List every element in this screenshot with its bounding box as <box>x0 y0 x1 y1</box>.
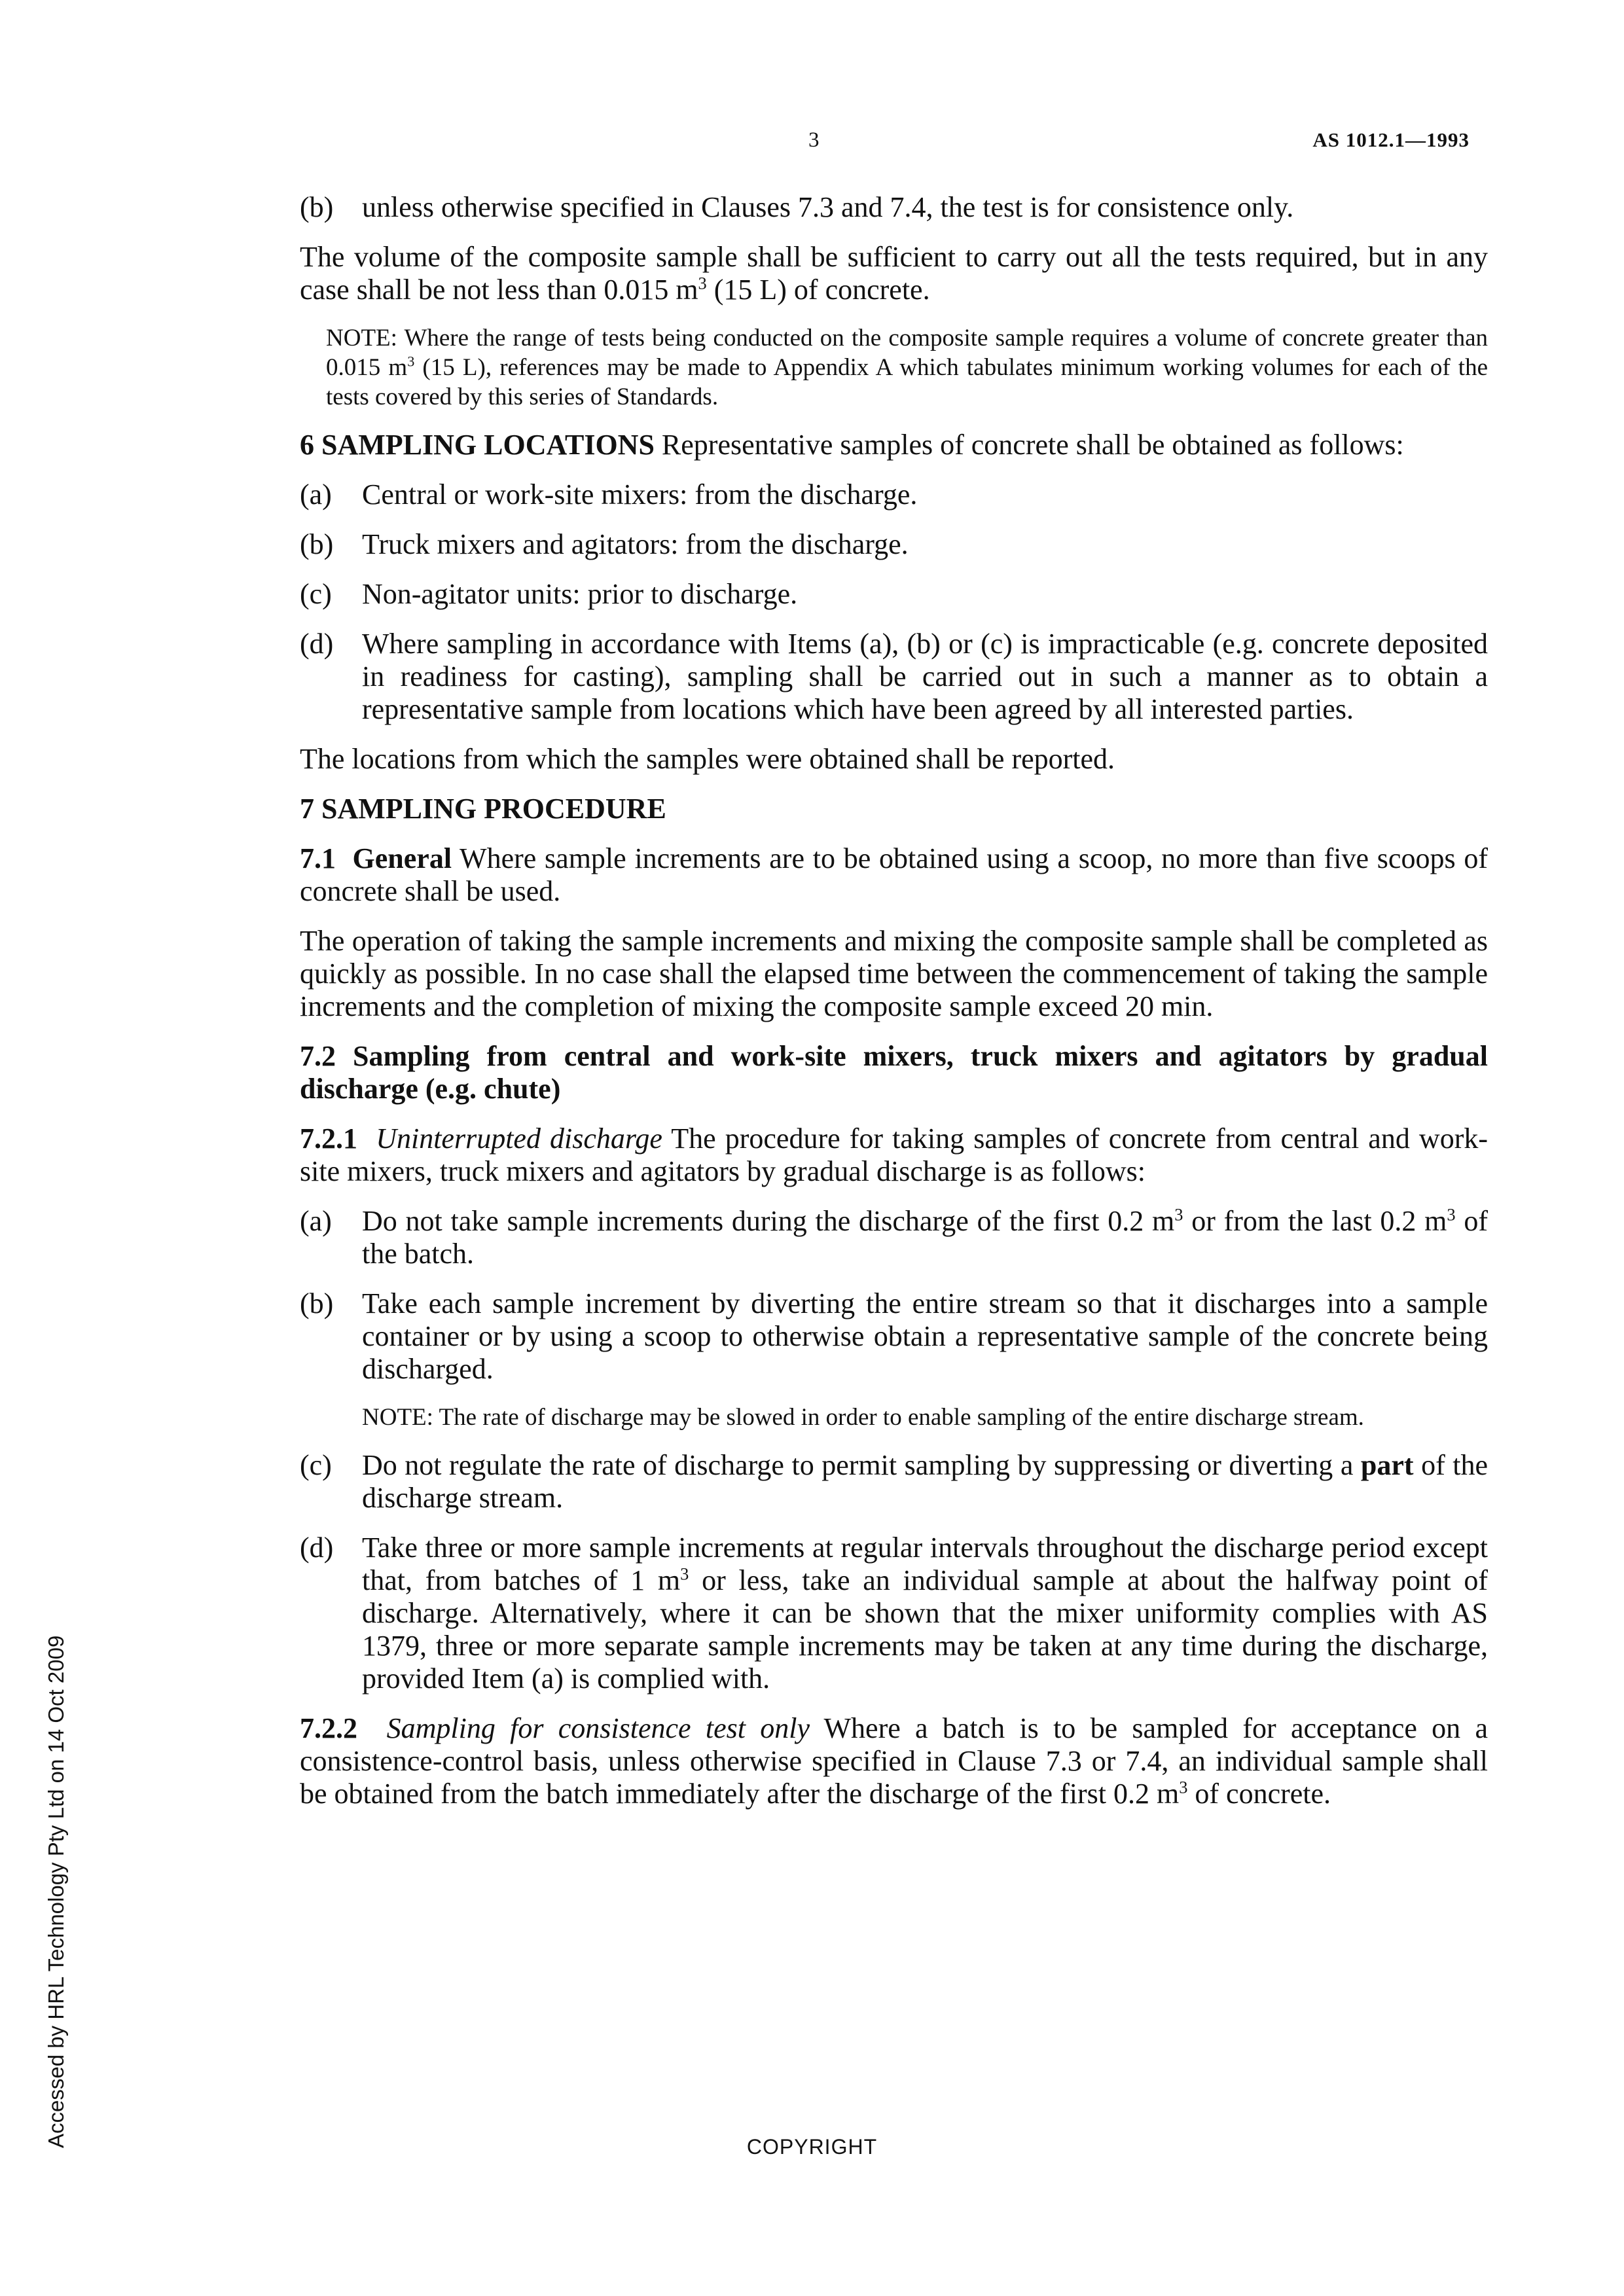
section-heading: 7 SAMPLING PROCEDURE <box>300 793 666 825</box>
page-number: 3 <box>808 128 820 152</box>
list-item: (b) Take each sample increment by diverting the entire stream so that it discharges into a sample container or by using a scoop to otherwise obtain a representative sample of the concrete being discharged. <box>300 1287 1488 1385</box>
paragraph-report: The locations from which the samples were obtained shall be reported. <box>300 743 1115 775</box>
clause-heading: 7.2 Sampling from central and work-site mixers, truck mixers and agitators by gradual discharge (e.g. chute) <box>300 1040 1488 1105</box>
standard-id: AS 1012.1—1993 <box>1312 128 1470 151</box>
clause-7-2-1: 7.2.1 Uninterrupted discharge The procedure for taking samples of concrete from central and work-site mixers, truck mixers and agitators by gradual discharge is as follows: <box>300 1122 1489 1187</box>
section-heading: 6 SAMPLING LOCATIONS <box>300 429 655 461</box>
list-item: (a) Central or work-site mixers: from the discharge. <box>300 478 918 511</box>
item-label: (b) <box>300 191 334 223</box>
note: NOTE: The rate of discharge may be slowed in order to enable sampling of the entire discharge stream. <box>362 1404 1364 1431</box>
item-text: unless otherwise specified in Clauses 7.3 and 7.4, the test is for consistence only. <box>362 191 1294 223</box>
paragraph-volume: The volume of the composite sample shall be sufficient to carry out all the tests required, but in any case shall be not less than 0.015 $m^3$ (15 L) of concrete. <box>300 241 1488 306</box>
section-6: 6 SAMPLING LOCATIONS Representative samples of concrete shall be obtained as follows: <box>300 429 1404 461</box>
list-item: (a) Do not take sample increments during the discharge of the first 0.2 $m^3$ or from the last 0.2 $m^3$ of the batch. <box>300 1204 1488 1270</box>
list-item: (b) Truck mixers and agitators: from the discharge. <box>300 528 909 560</box>
list-item: (c) Non-agitator units: prior to discharge. <box>300 578 798 610</box>
paragraph: The operation of taking the sample increments and mixing the composite sample shall be completed as quickly as possible. In no case shall the elapsed time between the commencement of taking the sample increments and the completion of mixing the composite sample exceed 20 min. <box>300 925 1488 1022</box>
list-item: (d) Where sampling in accordance with Items (a), (b) or (c) is impracticable (e.g. concrete deposited in readiness for casting), sampling shall be carried out in such a manner as to obtain a representative sample from locations which have been agreed by all interested parties. <box>300 628 1488 725</box>
list-item: (c) Do not regulate the rate of discharge to permit sampling by suppressing or diverting a part of the discharge stream. <box>300 1449 1488 1514</box>
list-item: (d) Take three or more sample increments at regular intervals throughout the discharge period except that, from batches of 1 $m^3$ or less, take an individual sample at about the halfway point of discharge. Alternatively, where it can be shown that the mixer uniformity complies with AS 1379, three or more separate sample increments may be taken at any time during the discharge, provided Item (a) is complied with. <box>300 1532 1488 1695</box>
document-body <box>300 191 1488 1827</box>
copyright-footer: COPYRIGHT <box>746 2135 878 2159</box>
note: NOTE: Where the range of tests being conducted on the composite sample requires a volume of concrete greater than 0.015 $m^3$ (15 L), references may be made to Appendix A which tabulates minimum working volumes for each of the tests covered by this series of Standards. <box>326 325 1488 410</box>
list-item <box>300 191 1488 224</box>
clause-7-2-2: 7.2.2 Sampling for consistence test only Where a batch is to be sampled for acceptance on a consistence-control basis, unless otherwise specified in Clause 7.3 or 7.4, an individual sample shall be obtained from the batch immediately after the discharge of the first 0.2 $m^3$ of concrete. <box>300 1712 1488 1810</box>
access-watermark: Accessed by HRL Technology Pty Ltd on 14 Oct 2009 <box>44 1635 68 2148</box>
clause-7-1: 7.1 General Where sample increments are to be obtained using a scoop, no more than five scoops of concrete shall be used. <box>300 842 1489 907</box>
